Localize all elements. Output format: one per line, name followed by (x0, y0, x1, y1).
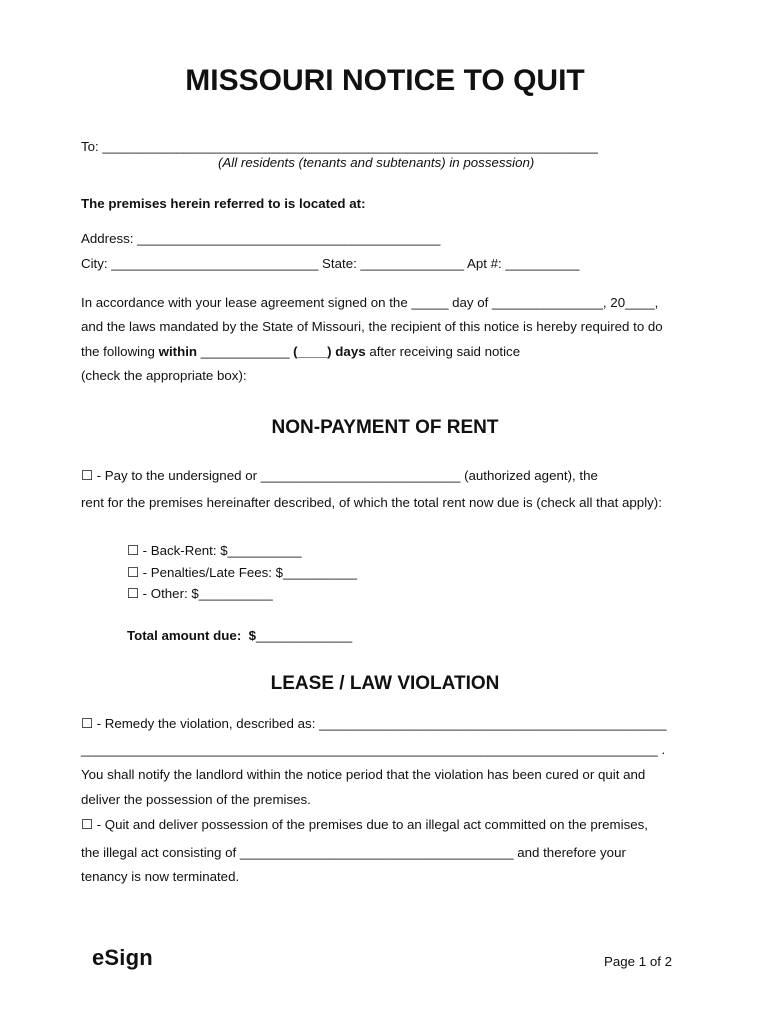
to-line: To: ___________________________________________________________________ (81, 139, 598, 154)
remedy-line: ☐ - Remedy the violation, described as: _______________________________________________ (81, 716, 667, 731)
address-line: Address: _________________________________________ (81, 231, 441, 246)
nonpayment-heading: NON-PAYMENT OF RENT (271, 417, 499, 438)
rent-due-line: rent for the premises hereinafter described, of which the total rent now due is (check all that apply): (81, 495, 662, 510)
late-fees-item: ☐ - Penalties/Late Fees: $__________ (127, 565, 358, 580)
remedy-continuation: ______________________________________________________________________________ . (81, 742, 666, 757)
lease-paragraph-line-3 (81, 344, 520, 360)
total-amount-due (127, 628, 352, 644)
esign-logo: eSign (92, 945, 153, 970)
days-text: (____) days (293, 344, 366, 359)
violation-heading: LEASE / LAW VIOLATION (270, 673, 500, 694)
notify-line-1: You shall notify the landlord within the notice period that the violation has been cured or quit and (81, 767, 646, 782)
document-title: MISSOURI NOTICE TO QUIT (185, 64, 585, 97)
city-state-apt-line: City: ____________________________ State: ______________ Apt #: __________ (81, 256, 580, 271)
notify-line-2: deliver the possession of the premises. (81, 792, 311, 807)
page-number: Page 1 of 2 (604, 954, 673, 969)
lease-paragraph-line-4: (check the appropriate box): (81, 368, 247, 383)
within-blank: ____________ (197, 344, 294, 359)
total-blank: _____________ (256, 628, 353, 643)
pay-undersigned-line: ☐ - Pay to the undersigned or ___________________________ (authorized agent), the (81, 468, 598, 483)
lease-paragraph-line-1: In accordance with your lease agreement signed on the _____ day of _______________, 20____, (81, 295, 659, 310)
other-item: ☐ - Other: $__________ (127, 586, 273, 601)
within-text: within (158, 344, 198, 359)
illegal-act-line: the illegal act consisting of _____________________________________ and therefore your (81, 845, 626, 860)
tenancy-terminated-line: tenancy is now terminated. (81, 869, 240, 884)
back-rent-item: ☐ - Back-Rent: $__________ (127, 543, 302, 558)
total-label: Total amount due: $ (127, 628, 257, 643)
quit-line: ☐ - Quit and deliver possession of the premises due to an illegal act committed on the premises, (81, 817, 648, 832)
to-note: (All residents (tenants and subtenants) in possession) (218, 155, 535, 170)
lease-line3-pre: the following (81, 344, 159, 359)
lease-paragraph-line-2: and the laws mandated by the State of Missouri, the recipient of this notice is hereby required to do (81, 319, 663, 334)
lease-line3-post: after receiving said notice (365, 344, 521, 359)
premises-heading: The premises herein referred to is located at: (81, 196, 366, 211)
